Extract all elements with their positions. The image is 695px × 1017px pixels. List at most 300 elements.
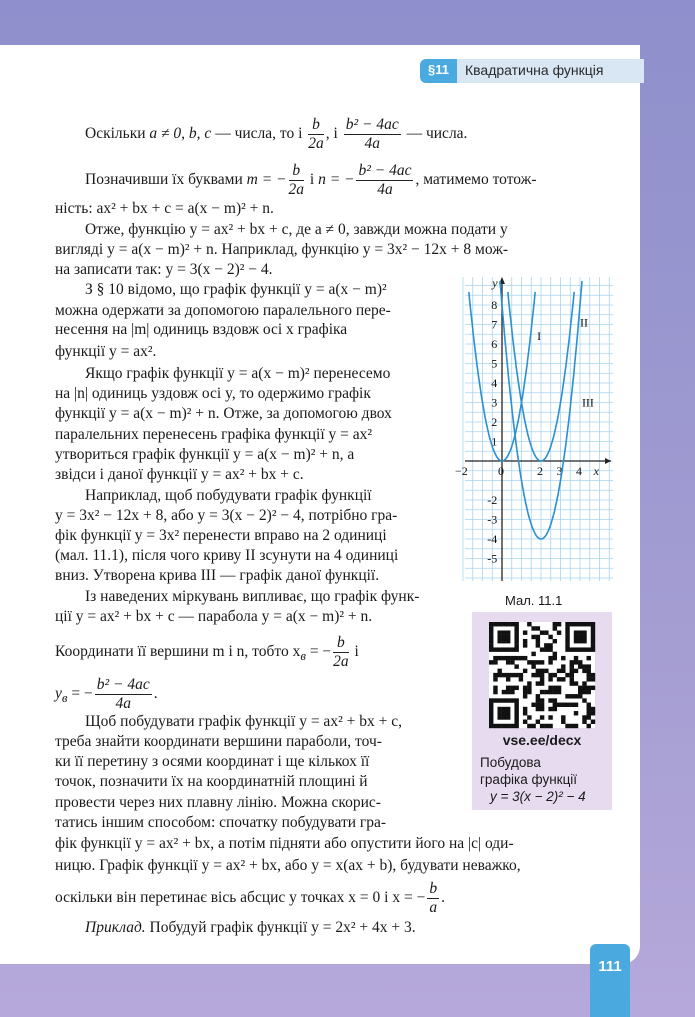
qr-module: [574, 656, 578, 660]
qr-module: [523, 639, 527, 643]
qr-module: [574, 669, 578, 673]
qr-module: [591, 711, 595, 715]
qr-module: [591, 677, 595, 681]
qr-module: [523, 711, 527, 715]
qr-module: [582, 622, 586, 626]
qr-module: [531, 673, 535, 677]
qr-module: [489, 622, 493, 626]
qr-module: [587, 690, 591, 694]
qr-module: [574, 622, 578, 626]
qr-module: [553, 690, 557, 694]
qr-module: [557, 630, 561, 634]
qr-module: [514, 647, 518, 651]
qr-module: [587, 647, 591, 651]
qr-module: [548, 698, 552, 702]
qr-module: [540, 630, 544, 634]
qr-module: [591, 643, 595, 647]
qr-module: [544, 647, 548, 651]
qr-module: [570, 694, 574, 698]
y-tick-label: -2: [487, 493, 498, 507]
qr-module: [578, 686, 582, 690]
qr-code[interactable]: [489, 622, 595, 728]
qr-module: [540, 703, 544, 707]
qr-module: [540, 698, 544, 702]
qr-module: [557, 669, 561, 673]
qr-module: [570, 677, 574, 681]
qr-module: [561, 720, 565, 724]
y-tick-label: 3: [491, 395, 498, 410]
qr-module: [553, 626, 557, 630]
text-line: утвориться графік функції y = a(x − m)² + n, а: [55, 446, 355, 463]
qr-module: [497, 647, 501, 651]
qr-module: [582, 681, 586, 685]
page-number: 111: [598, 958, 622, 975]
qr-module: [523, 707, 527, 711]
qr-module: [506, 630, 510, 634]
x-tick-label: 0: [498, 464, 504, 478]
qr-module: [574, 694, 578, 698]
qr-module: [561, 677, 565, 681]
qr-module: [548, 673, 552, 677]
qr-module: [514, 703, 518, 707]
qr-module: [565, 694, 569, 698]
qr-module: [497, 715, 501, 719]
text-line: Якщо графік функції y = a(x − m)² перенесемо: [85, 365, 391, 382]
qr-module: [536, 694, 540, 698]
qr-module: [489, 715, 493, 719]
qr-module: [531, 652, 535, 656]
qr-module: [565, 630, 569, 634]
qr-module: [502, 707, 506, 711]
qr-module: [540, 715, 544, 719]
qr-module: [570, 673, 574, 677]
qr-module: [582, 715, 586, 719]
qr-module: [510, 724, 514, 728]
qr-module: [489, 707, 493, 711]
qr-module: [493, 686, 497, 690]
qr-module: [510, 622, 514, 626]
qr-module: [591, 626, 595, 630]
text-line: Координати її вершини m і n, тобто $x_в$ = − $\frac{b}{2a}$ і: [55, 634, 359, 670]
qr-module: [548, 690, 552, 694]
qr-module: [523, 720, 527, 724]
qr-module: [536, 698, 540, 702]
qr-module: [553, 707, 557, 711]
qr-module: [506, 724, 510, 728]
qr-module: [493, 660, 497, 664]
qr-module: [582, 720, 586, 724]
qr-module: [565, 622, 569, 626]
qr-module: [536, 720, 540, 724]
text-line: функції y = ax².: [55, 343, 157, 360]
section-header: [420, 59, 644, 83]
text-line: З § 10 відомо, що графік функції y = a(x − m)²: [85, 281, 387, 298]
qr-module: [540, 690, 544, 694]
qr-module: [510, 647, 514, 651]
qr-module: [570, 703, 574, 707]
qr-module: [502, 711, 506, 715]
qr-module: [565, 639, 569, 643]
section-number: §11: [420, 59, 457, 83]
x-tick-label: 2: [537, 464, 543, 478]
qr-module: [544, 669, 548, 673]
qr-module: [582, 698, 586, 702]
qr-module: [536, 639, 540, 643]
qr-module: [502, 715, 506, 719]
qr-module: [489, 724, 493, 728]
qr-module: [489, 703, 493, 707]
qr-module: [493, 656, 497, 660]
qr-module: [489, 626, 493, 630]
qr-module: [502, 635, 506, 639]
text-line: Із наведених міркувань випливає, що графік функ-: [85, 588, 420, 605]
qr-module: [587, 707, 591, 711]
y-tick-label: 2: [491, 415, 498, 429]
qr-module: [540, 647, 544, 651]
page-number-tab: [590, 944, 630, 1017]
qr-module: [489, 639, 493, 643]
curve-label-III: III: [581, 395, 594, 410]
qr-module: [536, 673, 540, 677]
qr-module: [544, 690, 548, 694]
qr-module: [514, 639, 518, 643]
qr-module: [527, 724, 531, 728]
fraction-disc-4a: $\frac{\text{b² − 4ac}}{4a}$: [345, 116, 399, 152]
y-tick-label: 4: [491, 376, 498, 390]
qr-module: [506, 635, 510, 639]
x-tick-label: 3: [556, 464, 563, 478]
qr-module: [591, 686, 595, 690]
qr-module: [531, 724, 535, 728]
curve-label-I: I: [537, 329, 542, 344]
qr-module: [548, 686, 552, 690]
qr-module: [587, 669, 591, 673]
qr-module: [489, 630, 493, 634]
y-tick-label: -4: [487, 532, 498, 546]
qr-module: [548, 707, 552, 711]
qr-module: [506, 656, 510, 660]
qr-module: [544, 630, 548, 634]
qr-module: [493, 690, 497, 694]
y-tick-label: 1: [491, 434, 498, 449]
y-tick-label: -3: [487, 512, 498, 527]
qr-module: [514, 698, 518, 702]
qr-module: [587, 656, 591, 660]
qr-module: [591, 622, 595, 626]
qr-module: [497, 707, 501, 711]
qr-module: [523, 686, 527, 690]
qr-module: [514, 707, 518, 711]
qr-module: [578, 660, 582, 664]
qr-module: [531, 635, 535, 639]
qr-module: [489, 647, 493, 651]
qr-module: [502, 647, 506, 651]
qr-module: [582, 635, 586, 639]
qr-module: [497, 669, 501, 673]
qr-module: [553, 639, 557, 643]
qr-module: [578, 694, 582, 698]
qr-module: [591, 720, 595, 724]
qr-module: [527, 715, 531, 719]
qr-module: [565, 626, 569, 630]
text-line: на |n| одиниць уздовж осі y, то одержимо графік: [55, 385, 371, 402]
qr-module: [591, 639, 595, 643]
qr-module: [578, 635, 582, 639]
qr-module: [540, 724, 544, 728]
text-line: татись іншим способом: спочатку побудувати гра-: [55, 814, 387, 831]
y-tick-label: 7: [491, 317, 498, 332]
qr-module: [582, 690, 586, 694]
qr-module: [578, 622, 582, 626]
qr-module: [514, 715, 518, 719]
qr-module: [510, 660, 514, 664]
text-line: Щоб побудувати графік функції y = ax² + bx + c,: [85, 713, 402, 730]
qr-module: [565, 643, 569, 647]
parabola-graph: [455, 275, 615, 585]
qr-module: [574, 660, 578, 664]
y-tick-label: 5: [491, 356, 498, 371]
qr-module: [506, 673, 510, 677]
qr-module: [544, 643, 548, 647]
qr-module: [506, 647, 510, 651]
qr-module: [502, 639, 506, 643]
qr-module: [536, 643, 540, 647]
text-line: звідси і даної функції y = ax² + bx + c.: [55, 466, 304, 483]
qr-module: [582, 630, 586, 634]
x-tick-label: −2: [455, 464, 468, 478]
qr-module: [548, 724, 552, 728]
text-line: Позначивши їх буквами m = − $\frac{b}{2a}$ і n = − $\frac{\text{b² − 4ac}}{4a}$ , матимемо тотож-: [85, 162, 537, 198]
qr-module: [540, 677, 544, 681]
qr-module: [561, 703, 565, 707]
text-line: Оскільки a ≠ 0, b, c — числа, то і $\frac{b}{2a}$ , і $\frac{\text{b² − 4ac}}{4a}$ — числа.: [85, 116, 468, 152]
text-line: оскільки він перетинає вісь абсцис у точках x = 0 і x = − $\frac{b}{a}$ .: [55, 880, 445, 916]
qr-module: [540, 669, 544, 673]
qr-module: [548, 715, 552, 719]
qr-module: [548, 643, 552, 647]
qr-module: [587, 703, 591, 707]
qr-module: [587, 715, 591, 719]
qr-module: [536, 703, 540, 707]
qr-module: [502, 690, 506, 694]
qr-module: [523, 643, 527, 647]
text-line: ницю. Графік функції y = ax² + bx, або y = x(ax + b), будувати неважко,: [55, 857, 521, 874]
qr-module: [489, 660, 493, 664]
qr-module: [587, 724, 591, 728]
text-line: ність: ax² + bx + c = a(x − m)² + n.: [55, 200, 274, 217]
qr-module: [523, 656, 527, 660]
qr-module: [553, 703, 557, 707]
qr-module: [531, 664, 535, 668]
text-line: Наприклад, щоб побудувати графік функції: [85, 487, 372, 504]
qr-module: [591, 673, 595, 677]
qr-caption: Побудова графіка функції y = 3(x − 2)² − 4: [480, 755, 586, 804]
qr-module: [493, 698, 497, 702]
qr-module: [570, 681, 574, 685]
qr-module: [531, 660, 535, 664]
qr-module: [506, 707, 510, 711]
qr-module: [578, 647, 582, 651]
qr-module: [553, 698, 557, 702]
qr-module: [565, 673, 569, 677]
qr-module: [578, 690, 582, 694]
qr-module: [506, 711, 510, 715]
qr-module: [557, 622, 561, 626]
qr-code-image: [489, 622, 595, 728]
qr-module: [506, 686, 510, 690]
qr-module: [510, 656, 514, 660]
qr-module: [531, 703, 535, 707]
qr-module: [582, 664, 586, 668]
qr-module: [548, 647, 552, 651]
qr-module: [557, 690, 561, 694]
qr-module: [527, 622, 531, 626]
qr-module: [514, 622, 518, 626]
qr-module: [497, 711, 501, 715]
qr-module: [548, 635, 552, 639]
qr-block: [472, 612, 612, 810]
qr-module: [514, 626, 518, 630]
text-line: фік функції y = ax² + bx, а потім підняти або опустити його на |c| оди-: [55, 835, 514, 852]
qr-module: [502, 630, 506, 634]
text-line: ки її перетину з осями координат і ще кількох її: [55, 753, 370, 770]
text-line: треба знайти координати вершини параболи, точ-: [55, 733, 382, 750]
qr-module: [519, 677, 523, 681]
qr-module: [514, 724, 518, 728]
text-line: провести через них плавну лінію. Можна скорис-: [55, 794, 381, 811]
y-tick-label: 6: [491, 337, 498, 351]
qr-module: [591, 630, 595, 634]
qr-module: [514, 635, 518, 639]
qr-url[interactable]: vse.ee/decx: [502, 732, 582, 748]
qr-module: [582, 686, 586, 690]
qr-module: [493, 724, 497, 728]
qr-module: [574, 647, 578, 651]
qr-module: [574, 635, 578, 639]
qr-module: [502, 673, 506, 677]
text-line: ції y = ax² + bx + c — парабола y = a(x − m)² + n.: [55, 608, 373, 625]
qr-module: [561, 664, 565, 668]
text-line: можна одержати за допомогою паралельного пере-: [55, 302, 391, 319]
text-line: вниз. Утворена крива III — графік даної функції.: [55, 567, 380, 584]
qr-module: [497, 630, 501, 634]
qr-module: [497, 622, 501, 626]
qr-module: [519, 673, 523, 677]
qr-module: [565, 647, 569, 651]
qr-module: [510, 698, 514, 702]
qr-module: [557, 677, 561, 681]
qr-module: [587, 622, 591, 626]
qr-module: [506, 690, 510, 694]
qr-module: [514, 686, 518, 690]
qr-module: [574, 630, 578, 634]
qr-module: [574, 681, 578, 685]
qr-module: [489, 635, 493, 639]
text-line: на записати так: y = 3(x − 2)² − 4.: [55, 261, 273, 278]
qr-module: [578, 630, 582, 634]
qr-module: [527, 686, 531, 690]
figure-11-1: [455, 275, 615, 585]
qr-module: [591, 707, 595, 711]
qr-module: [514, 630, 518, 634]
qr-module: [570, 664, 574, 668]
qr-module: [536, 681, 540, 685]
qr-module: [553, 686, 557, 690]
qr-module: [514, 664, 518, 668]
text-line: y = 3x² − 12x + 8, або y = 3(x − 2)² − 4, потрібно гра-: [55, 507, 398, 524]
qr-module: [561, 715, 565, 719]
qr-module: [540, 681, 544, 685]
qr-module: [493, 677, 497, 681]
y-axis-label: y: [492, 276, 498, 290]
y-tick-label: 8: [491, 298, 498, 312]
qr-module: [489, 711, 493, 715]
fraction-b-2a: $\frac{b}{2a}$: [308, 116, 324, 152]
text-line: Отже, функцію y = ax² + bx + c, де a ≠ 0, завжди можна подати у: [85, 221, 508, 238]
qr-module: [523, 694, 527, 698]
qr-module: [506, 639, 510, 643]
qr-module: [570, 622, 574, 626]
section-title: Квадратична функція: [457, 59, 644, 83]
qr-module: [497, 639, 501, 643]
qr-module: [587, 711, 591, 715]
qr-module: [489, 698, 493, 702]
qr-module: [489, 643, 493, 647]
text-line: (мал. 11.1), після чого криву II зсунути на 4 одиниці: [55, 547, 399, 564]
qr-module: [570, 669, 574, 673]
qr-module: [497, 698, 501, 702]
qr-module: [514, 720, 518, 724]
qr-module: [536, 635, 540, 639]
qr-module: [502, 724, 506, 728]
qr-module: [510, 686, 514, 690]
qr-module: [514, 656, 518, 660]
qr-module: [506, 677, 510, 681]
qr-module: [570, 647, 574, 651]
qr-module: [514, 711, 518, 715]
qr-module: [574, 703, 578, 707]
qr-module: [523, 669, 527, 673]
qr-module: [493, 673, 497, 677]
qr-module: [557, 703, 561, 707]
qr-module: [548, 677, 552, 681]
qr-module: [587, 686, 591, 690]
qr-module: [510, 673, 514, 677]
qr-module: [497, 724, 501, 728]
qr-module: [493, 647, 497, 651]
qr-module: [582, 669, 586, 673]
qr-module: [587, 664, 591, 668]
qr-module: [506, 622, 510, 626]
qr-module: [536, 669, 540, 673]
qr-module: [565, 703, 569, 707]
figure-caption: Мал. 11.1: [505, 593, 563, 608]
x-tick-label: 4: [576, 464, 582, 478]
text-line: Приклад. Побудуй графік функції y = 2x² + 4x + 3.: [85, 919, 416, 936]
qr-module: [570, 660, 574, 664]
qr-module: [523, 630, 527, 634]
curve-label-II: II: [580, 315, 588, 330]
qr-module: [561, 669, 565, 673]
qr-module: [519, 656, 523, 660]
qr-module: [502, 698, 506, 702]
text-line: вигляді y = a(x − m)² + n. Наприклад, функцію y = 3x² − 12x + 8 мож-: [55, 241, 509, 258]
qr-module: [574, 639, 578, 643]
qr-module: [553, 622, 557, 626]
qr-module: [493, 622, 497, 626]
qr-module: [527, 660, 531, 664]
qr-module: [557, 686, 561, 690]
